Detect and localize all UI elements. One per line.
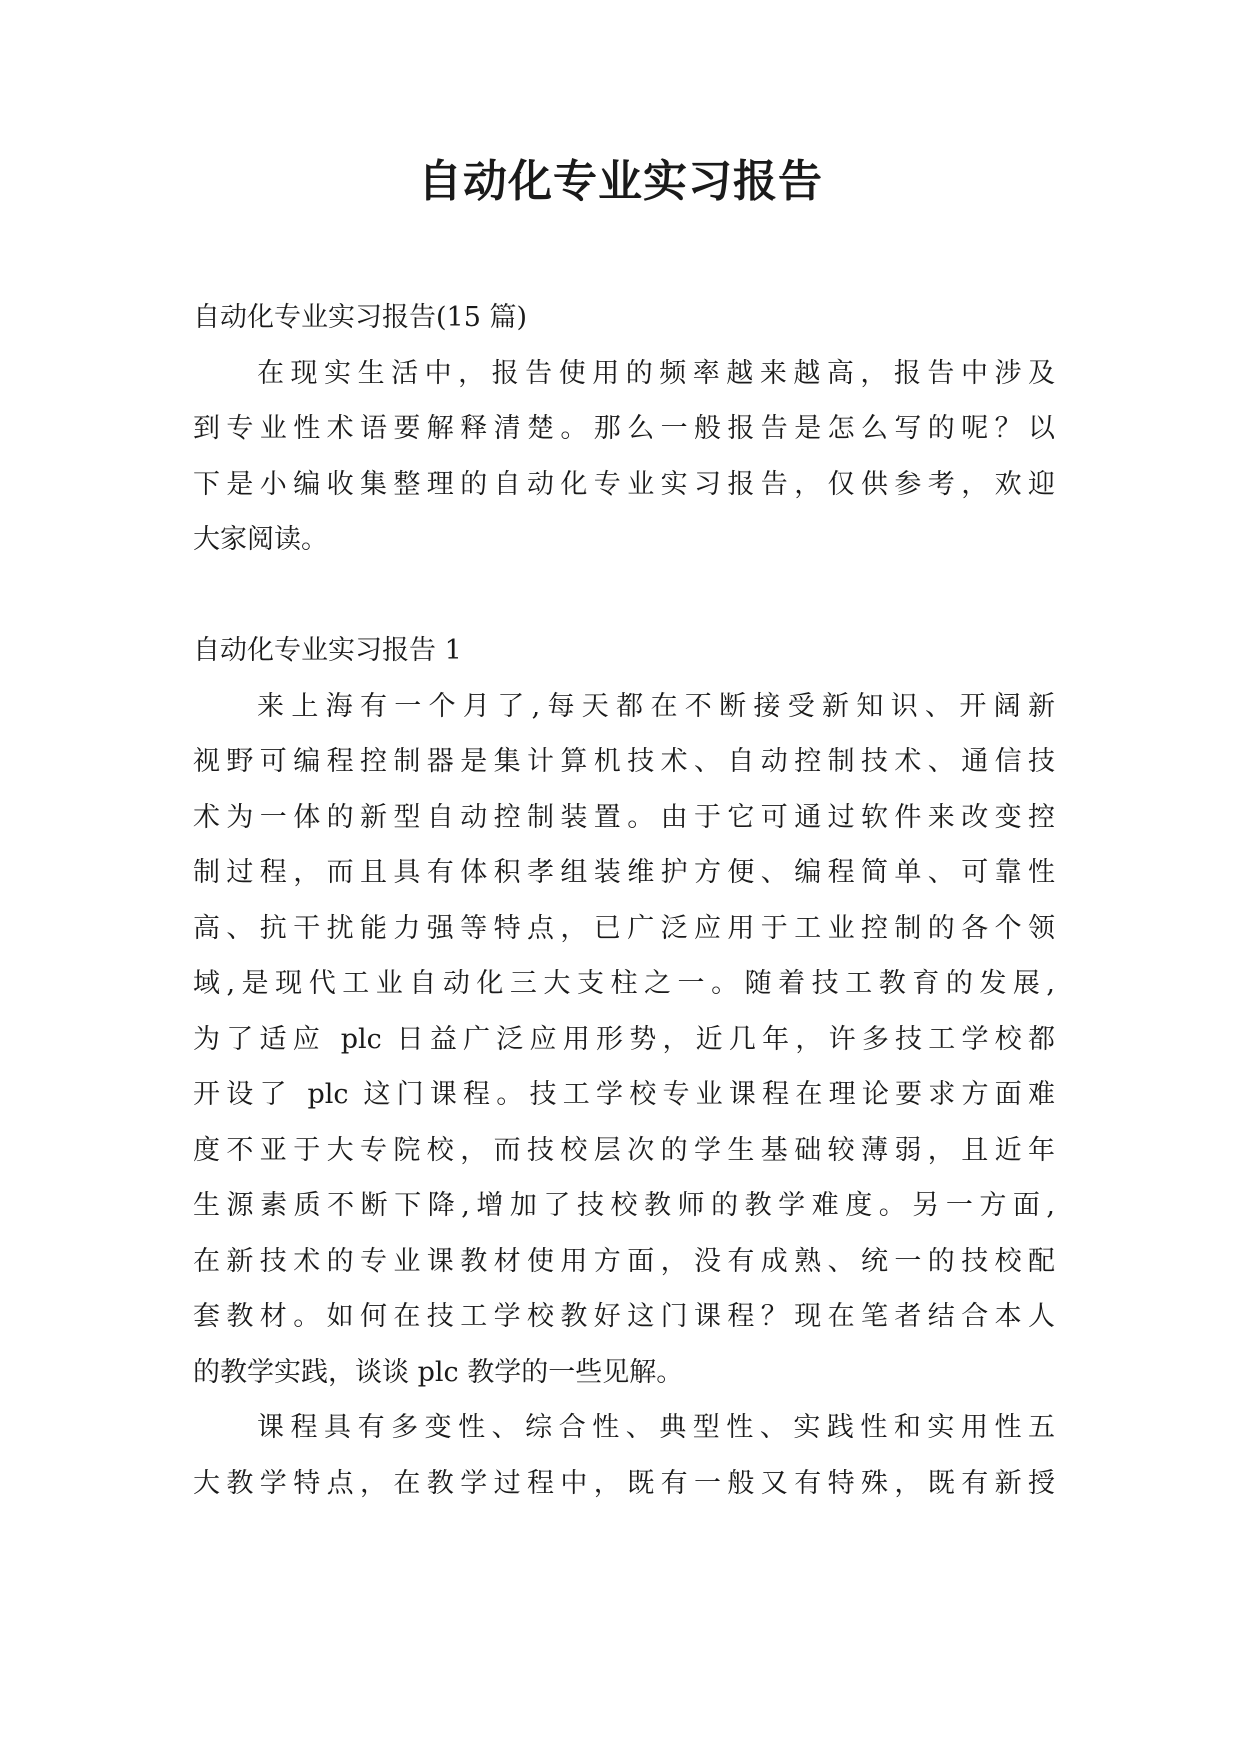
paragraph-line: 开设了 plc 这门课程。技工学校专业课程在理论要求方面难: [193, 1079, 1055, 1110]
paragraph-line: 的教学实践，谈谈 plc 教学的一些见解。: [193, 1356, 684, 1388]
paragraph-line: 域,是现代工业自动化三大支柱之一。随着技工教育的发展,: [193, 968, 1055, 999]
paragraph-line: 为了适应 plc 日益广泛应用形势，近几年，许多技工学校都: [193, 1023, 1055, 1055]
section1-paragraph-2: [193, 1400, 1055, 1511]
section-heading: 自动化专业实习报告 1: [193, 635, 462, 666]
intro-line: 下是小编收集整理的自动化专业实习报告，仅供参考，欢迎: [193, 468, 1055, 500]
paragraph-line: 套教材。如何在技工学校教好这门课程？现在笔者结合本人: [193, 1301, 1055, 1332]
intro-line: 大家阅读。: [193, 524, 328, 555]
document-title: 自动化专业实习报告: [418, 156, 823, 207]
paragraph-line: 生源素质不断下降,增加了技校教师的教学难度。另一方面,: [193, 1190, 1055, 1221]
intro-line: 到专业性术语要解释清楚。那么一般报告是怎么写的呢？以: [193, 413, 1055, 444]
paragraph-line: 来上海有一个月了,每天都在不断接受新知识、开阔新: [257, 690, 1055, 722]
paragraph-line: 度不亚于大专院校，而技校层次的学生基础较薄弱，且近年: [193, 1134, 1055, 1166]
intro-line: 在现实生活中，报告使用的频率越来越高，报告中涉及: [257, 357, 1055, 389]
paragraph-line: 大教学特点，在教学过程中，既有一般又有特殊，既有新授: [193, 1467, 1055, 1499]
paragraph-gap: [193, 568, 1055, 624]
paragraph-line: 制过程，而且具有体积孝组装维护方便、编程简单、可靠性: [193, 857, 1055, 888]
paragraph-line: 视野可编程控制器是集计算机技术、自动控制技术、通信技: [193, 746, 1055, 777]
paragraph-line: 高、抗干扰能力强等特点，已广泛应用于工业控制的各个领: [193, 912, 1055, 944]
document-subtitle: 自动化专业实习报告(15 篇): [193, 302, 528, 333]
document-body: [193, 290, 1055, 1511]
paragraph-line: 在新技术的专业课教材使用方面，没有成熟、统一的技校配: [193, 1245, 1055, 1277]
paragraph-line: 课程具有多变性、综合性、典型性、实践性和实用性五: [257, 1412, 1055, 1443]
paragraph-line: 术为一体的新型自动控制装置。由于它可通过软件来改变控: [193, 801, 1055, 833]
intro-paragraph: [193, 346, 1055, 568]
section1-paragraph-1: [193, 679, 1055, 1401]
